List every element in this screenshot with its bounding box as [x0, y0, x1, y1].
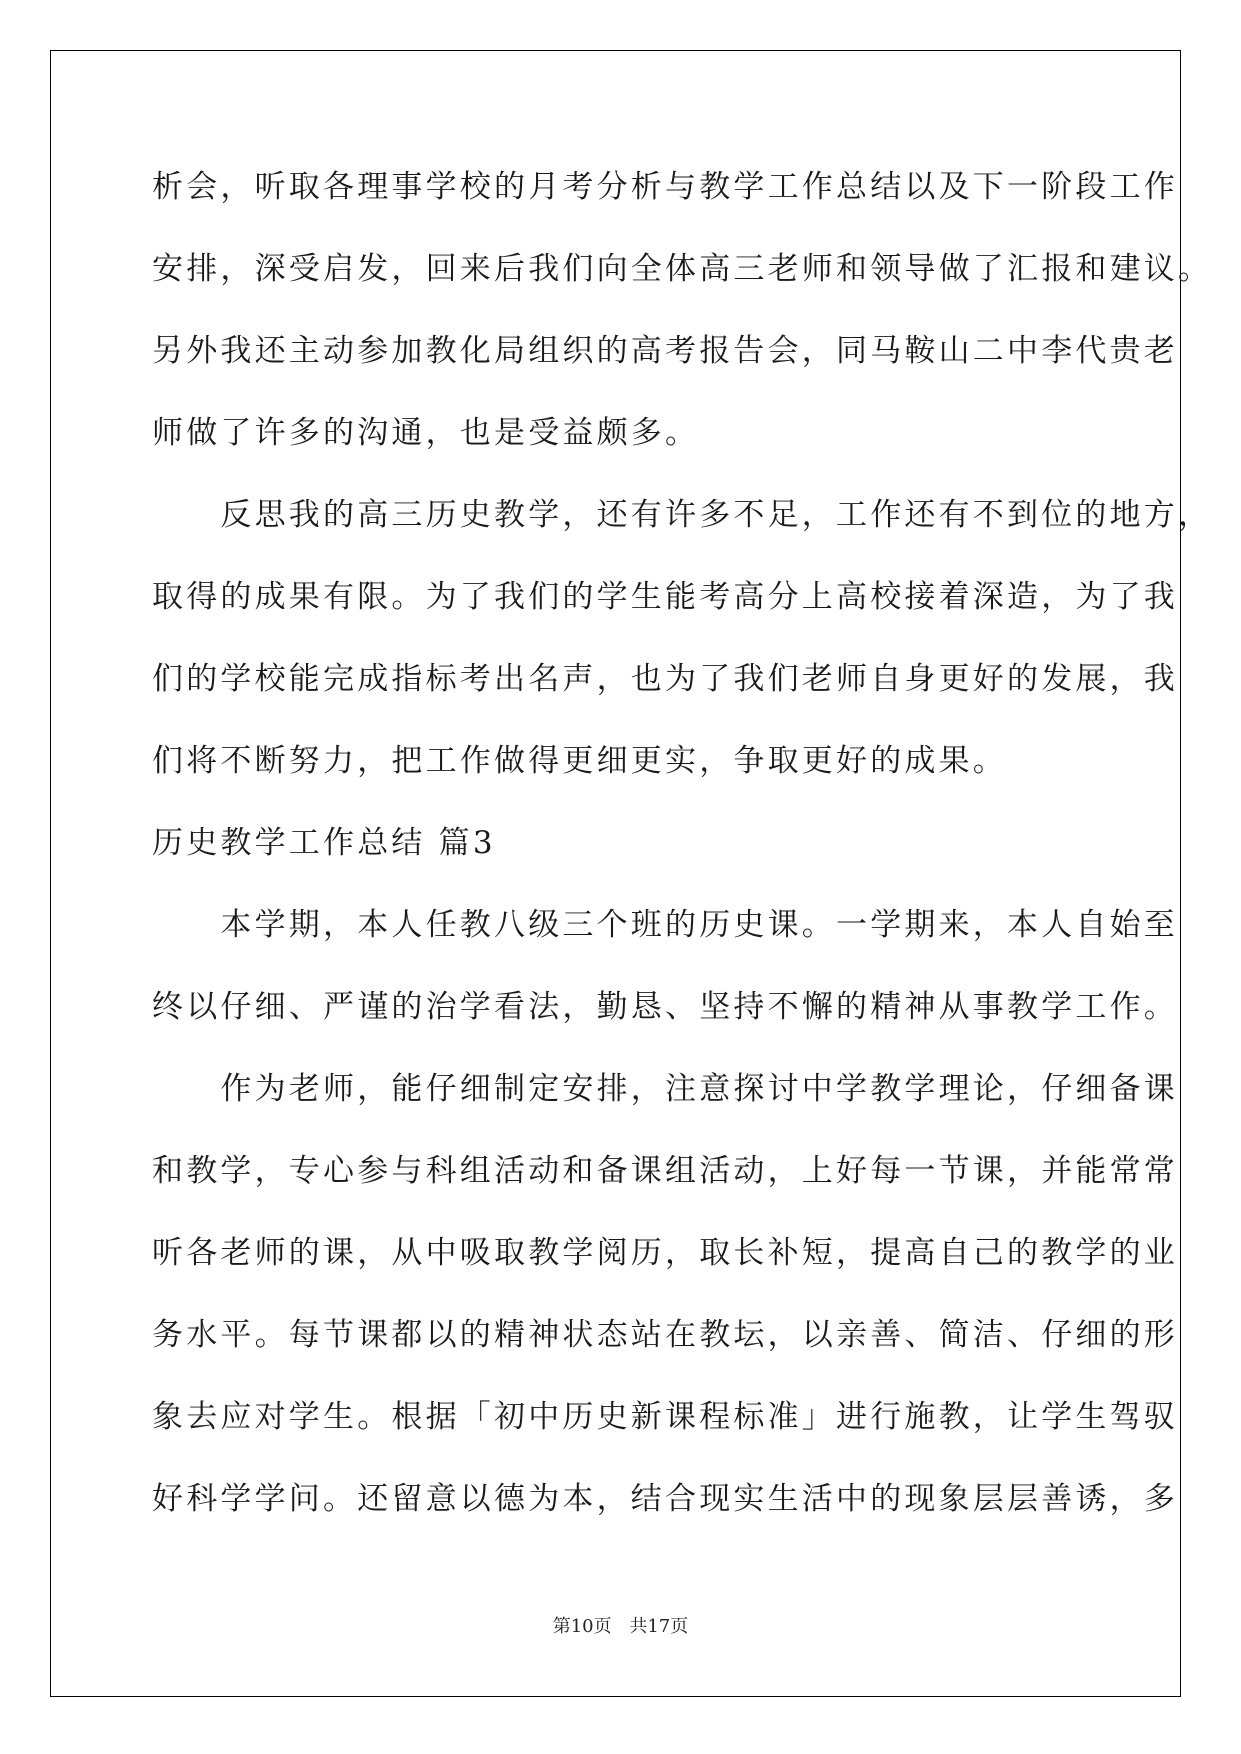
text-line: 反思我的高三历史教学，还有许多不足，工作还有不到位的地方， — [152, 497, 1213, 533]
page-number: 第10页 — [552, 1616, 612, 1637]
text-line: 好科学学问。还留意以德为本，结合现实生活中的现象层层善诱，多 — [152, 1481, 1178, 1517]
text-line: 象去应对学生。根据「初中历史新课程标准」进行施教，让学生驾驭 — [152, 1399, 1178, 1435]
text-line: 务水平。每节课都以的精神状态站在教坛，以亲善、简洁、仔细的形 — [152, 1317, 1178, 1353]
text-line: 析会，听取各理事学校的月考分析与教学工作总结以及下一阶段工作 — [152, 169, 1178, 205]
text-line: 终以仔细、严谨的治学看法，勤恳、坚持不懈的精神从事教学工作。 — [152, 989, 1178, 1025]
text-line: 师做了许多的沟通，也是受益颇多。 — [152, 415, 700, 451]
text-line: 另外我还主动参加教化局组织的高考报告会，同马鞍山二中李代贵老 — [152, 333, 1178, 369]
text-line: 听各老师的课，从中吸取教学阅历，取长补短，提高自己的教学的业 — [152, 1235, 1178, 1271]
text-line: 作为老师，能仔细制定安排，注意探讨中学教学理论，仔细备课 — [152, 1071, 1178, 1107]
text-line: 取得的成果有限。为了我们的学生能考高分上高校接着深造，为了我 — [152, 579, 1178, 615]
page-total: 共17页 — [629, 1616, 689, 1637]
document-body — [152, 146, 1213, 1540]
text-line: 们将不断努力，把工作做得更细更实，争取更好的成果。 — [152, 743, 1007, 779]
text-line: 和教学，专心参与科组活动和备课组活动，上好每一节课，并能常常 — [152, 1153, 1178, 1189]
text-line: 本学期，本人任教八级三个班的历史课。一学期来，本人自始至 — [152, 907, 1178, 943]
page-footer — [0, 1612, 1241, 1638]
section-heading: 历史教学工作总结 篇3 — [152, 825, 496, 861]
text-line: 们的学校能完成指标考出名声，也为了我们老师自身更好的发展，我 — [152, 661, 1178, 697]
text-line: 安排，深受启发，回来后我们向全体高三老师和领导做了汇报和建议。 — [152, 251, 1213, 287]
